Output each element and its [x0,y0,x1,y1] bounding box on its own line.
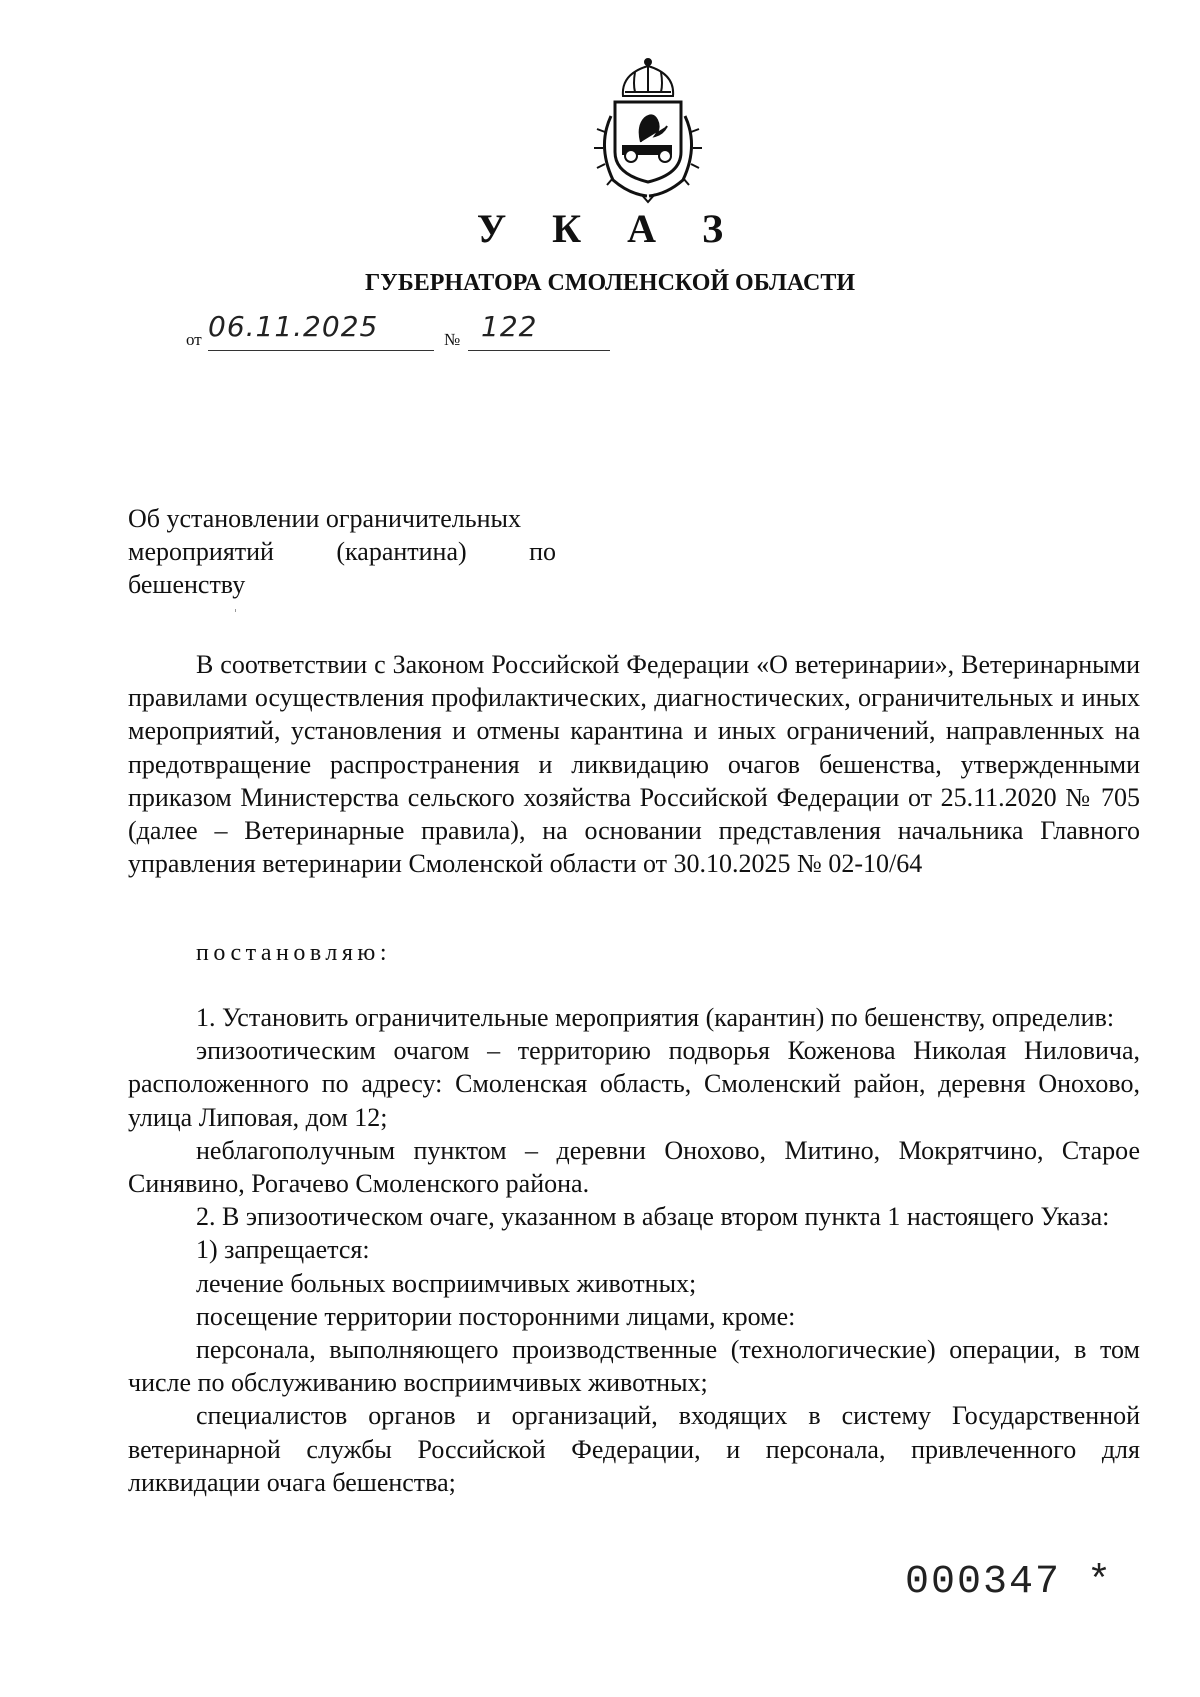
item-paragraph: 1. Установить ограничительные мероприятия (карантин) по бешенству, определив: [196,1003,1115,1032]
item-paragraph: 2. В эпизоотическом очаге, указанном в абзаце втором пункта 1 настоящего Указа: [196,1202,1110,1232]
number-underline [468,350,610,351]
item-paragraph: персонала, выполняющего производственные (технологические) операции, в том числе по обслуживанию восприимчивых животных; [128,1335,1140,1398]
subject-line: бешенству [128,570,246,599]
item-paragraph: специалистов органов и организаций, входящих в систему Государственной ветеринарной службы Российской Федерации, и персонала, привлеченного для ликвидации очага бешенства; [128,1401,1140,1497]
document-subtitle: ГУБЕРНАТОРА СМОЛЕНСКОЙ ОБЛАСТИ [364,270,856,296]
date-underline [208,350,434,351]
document-subject [128,502,556,601]
date-handwritten: 06.11.2025 [208,310,379,343]
subject-line: Об установлении ограничительных [128,504,522,533]
date-label: от [186,330,202,349]
item-paragraph: 1) запрещается: [196,1235,370,1265]
item-paragraph: эпизоотическим очагом – территорию подворья Коженова Николая Ниловича, расположенного по адресу: Смоленская область, Смоленский район, деревня Онохово, улица Липовая, дом 12; [128,1036,1140,1132]
document-title: У К А З [476,206,742,251]
number-handwritten: 122 [481,310,538,343]
preamble-block [128,648,1140,880]
number-label: № [444,330,461,349]
serial-number: 000347 * [905,1560,1114,1605]
subject-word: мероприятий [128,537,274,566]
decree-items [128,1001,1140,1499]
item-paragraph: неблагополучным пунктом – деревни Онохово, Митино, Мокрятчино, Старое Синявино, Рогачево Смоленского района. [128,1135,1140,1199]
subject-word: по [529,537,556,566]
subject-line [128,535,556,568]
subject-word: (карантина) [336,537,467,566]
item-paragraph: лечение больных восприимчивых животных; [196,1268,697,1298]
preamble-paragraph: В соответствии с Законом Российской Федерации «О ветеринарии», Ветеринарными правилами осуществления профилактических, диагностических, ограничительных и иных мероприятий, установления и отмены карантина и иных ограничений, направленных на предотвращение распространения и ликвидацию очагов бешенства, утвержденными приказом Министерства сельского хозяйства Российской Федерации от 25.11.2020 № 705 (далее – Ветеринарные правила), на основании представления начальника Главного управления ветеринарии Смоленской области от 30.10.2025 № 02-10/64 [128,650,1140,879]
verdict-word: постановляю: [196,940,391,966]
item-paragraph: посещение территории посторонними лицами, кроме: [196,1301,796,1331]
coat-of-arms-emblem [583,56,713,204]
scan-mark [235,609,236,612]
